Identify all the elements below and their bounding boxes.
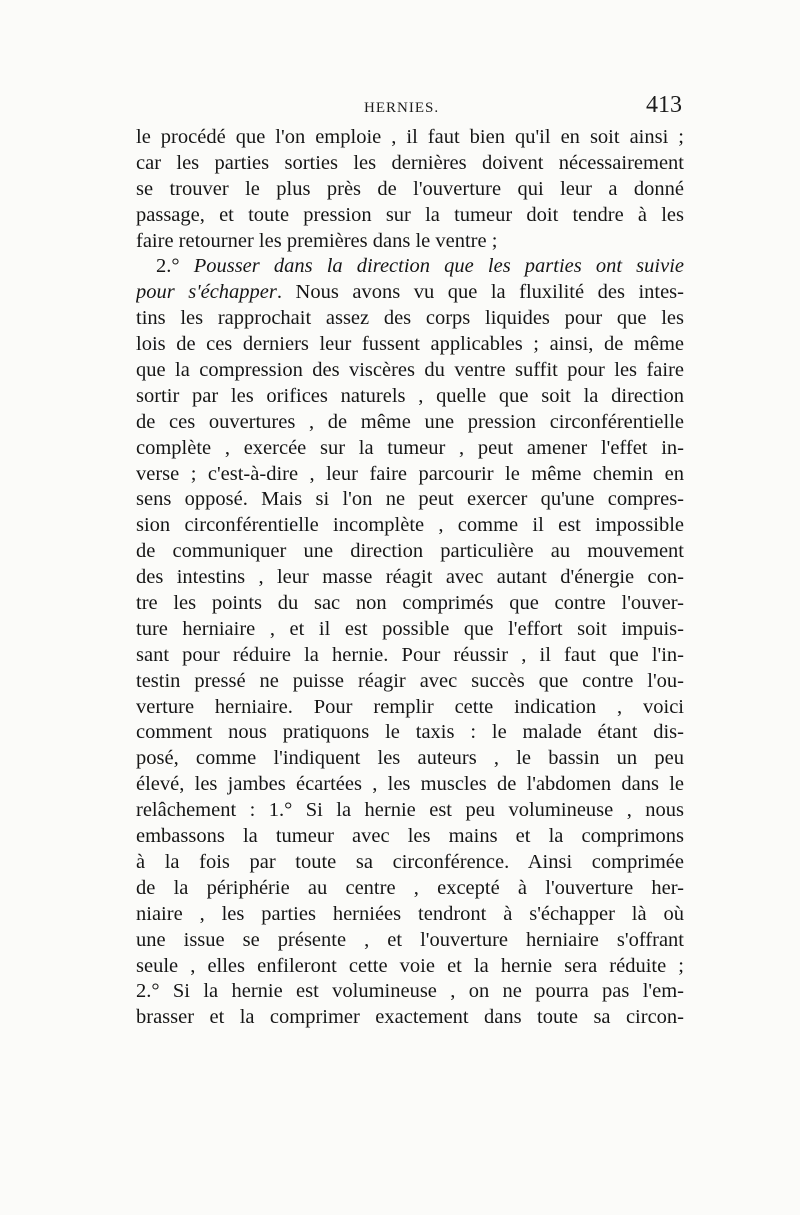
text-line-16: sion circonférentielle incomplète , comme il est impossible bbox=[136, 514, 684, 537]
text-line-5: faire retourner les premières dans le ventre ; bbox=[136, 229, 498, 252]
text-line-10: que la compression des viscères du ventre suffit pour les faire bbox=[136, 359, 684, 382]
section-number: 2.° bbox=[156, 255, 194, 278]
text-line-31: niaire , les parties herniées tendront à s'échapper là où bbox=[136, 902, 684, 925]
text-line-33: seule , elles enfileront cette voie et la hernie sera réduite ; bbox=[136, 954, 684, 977]
text-line-30: de la périphérie au centre , excepté à l'ouverture her- bbox=[136, 876, 684, 899]
page-header bbox=[136, 92, 684, 128]
body-text bbox=[136, 125, 684, 1031]
text-line-25: posé, comme l'indiquent les auteurs , le bassin un peu bbox=[136, 747, 684, 770]
text-line-2: car les parties sorties les dernières doivent nécessairement bbox=[136, 151, 684, 174]
text-line-21: sant pour réduire la hernie. Pour réussir , il faut que l'in- bbox=[136, 643, 684, 666]
text-line-32: une issue se présente , et l'ouverture herniaire s'offrant bbox=[136, 928, 684, 951]
text-line-3: se trouver le plus près de l'ouverture qui leur a donné bbox=[136, 177, 684, 200]
page-number: 413 bbox=[646, 92, 682, 118]
text-line-23: verture herniaire. Pour remplir cette indication , voici bbox=[136, 695, 684, 718]
text-line-8: tins les rapprochait assez des corps liquides pour que les bbox=[136, 307, 684, 330]
text-line-9: lois de ces derniers leur fussent applicables ; ainsi, de même bbox=[136, 333, 684, 356]
text-line-24: comment nous pratiquons le taxis : le malade étant dis- bbox=[136, 721, 684, 744]
text-line-34: 2.° Si la hernie est volumineuse , on ne pourra pas l'em- bbox=[136, 980, 684, 1003]
text-line-17: de communiquer une direction particulière au mouvement bbox=[136, 540, 684, 563]
text-line-7 bbox=[136, 280, 684, 306]
text-line-22: testin pressé ne puisse réagir avec succès que contre l'ou- bbox=[136, 669, 684, 692]
text-line-13: complète , exercée sur la tumeur , peut amener l'effet in- bbox=[136, 436, 684, 459]
text-line-6 bbox=[136, 254, 684, 280]
text-line-29: à la fois par toute sa circonférence. Ainsi comprimée bbox=[136, 850, 684, 873]
text-line-35: brasser et la comprimer exactement dans toute sa circon- bbox=[136, 1006, 684, 1029]
text-line-7-rest: . Nous avons vu que la fluxilité des intes- bbox=[276, 281, 684, 304]
text-line-18: des intestins , leur masse réagit avec autant d'énergie con- bbox=[136, 566, 684, 589]
text-line-20: ture herniaire , et il est possible que l'effort soit impuis- bbox=[136, 617, 684, 640]
running-head: HERNIES. bbox=[364, 100, 440, 116]
text-line-4: passage, et toute pression sur la tumeur doit tendre à les bbox=[136, 203, 684, 226]
text-line-26: élevé, les jambes écartées , les muscles de l'abdomen dans le bbox=[136, 773, 684, 796]
text-line-28: embassons la tumeur avec les mains et la comprimons bbox=[136, 825, 684, 848]
text-line-14: verse ; c'est-à-dire , leur faire parcourir le même chemin en bbox=[136, 462, 684, 485]
text-line-1: le procédé que l'on emploie , il faut bien qu'il en soit ainsi ; bbox=[136, 126, 684, 148]
text-line-15: sens opposé. Mais si l'on ne peut exercer qu'une compres- bbox=[136, 488, 684, 511]
text-line-11: sortir par les orifices naturels , quelle que soit la direction bbox=[136, 384, 684, 407]
text-line-19: tre les points du sac non comprimés que contre l'ouver- bbox=[136, 592, 684, 615]
italic-heading: Pousser dans la direction que les parties ont suivie bbox=[193, 255, 684, 278]
text-line-12: de ces ouvertures , de même une pression circonférentielle bbox=[136, 410, 684, 433]
italic-heading-continued: pour s'échapper bbox=[136, 281, 277, 304]
text-line-27: relâchement : 1.° Si la hernie est peu volumineuse , nous bbox=[136, 799, 684, 822]
